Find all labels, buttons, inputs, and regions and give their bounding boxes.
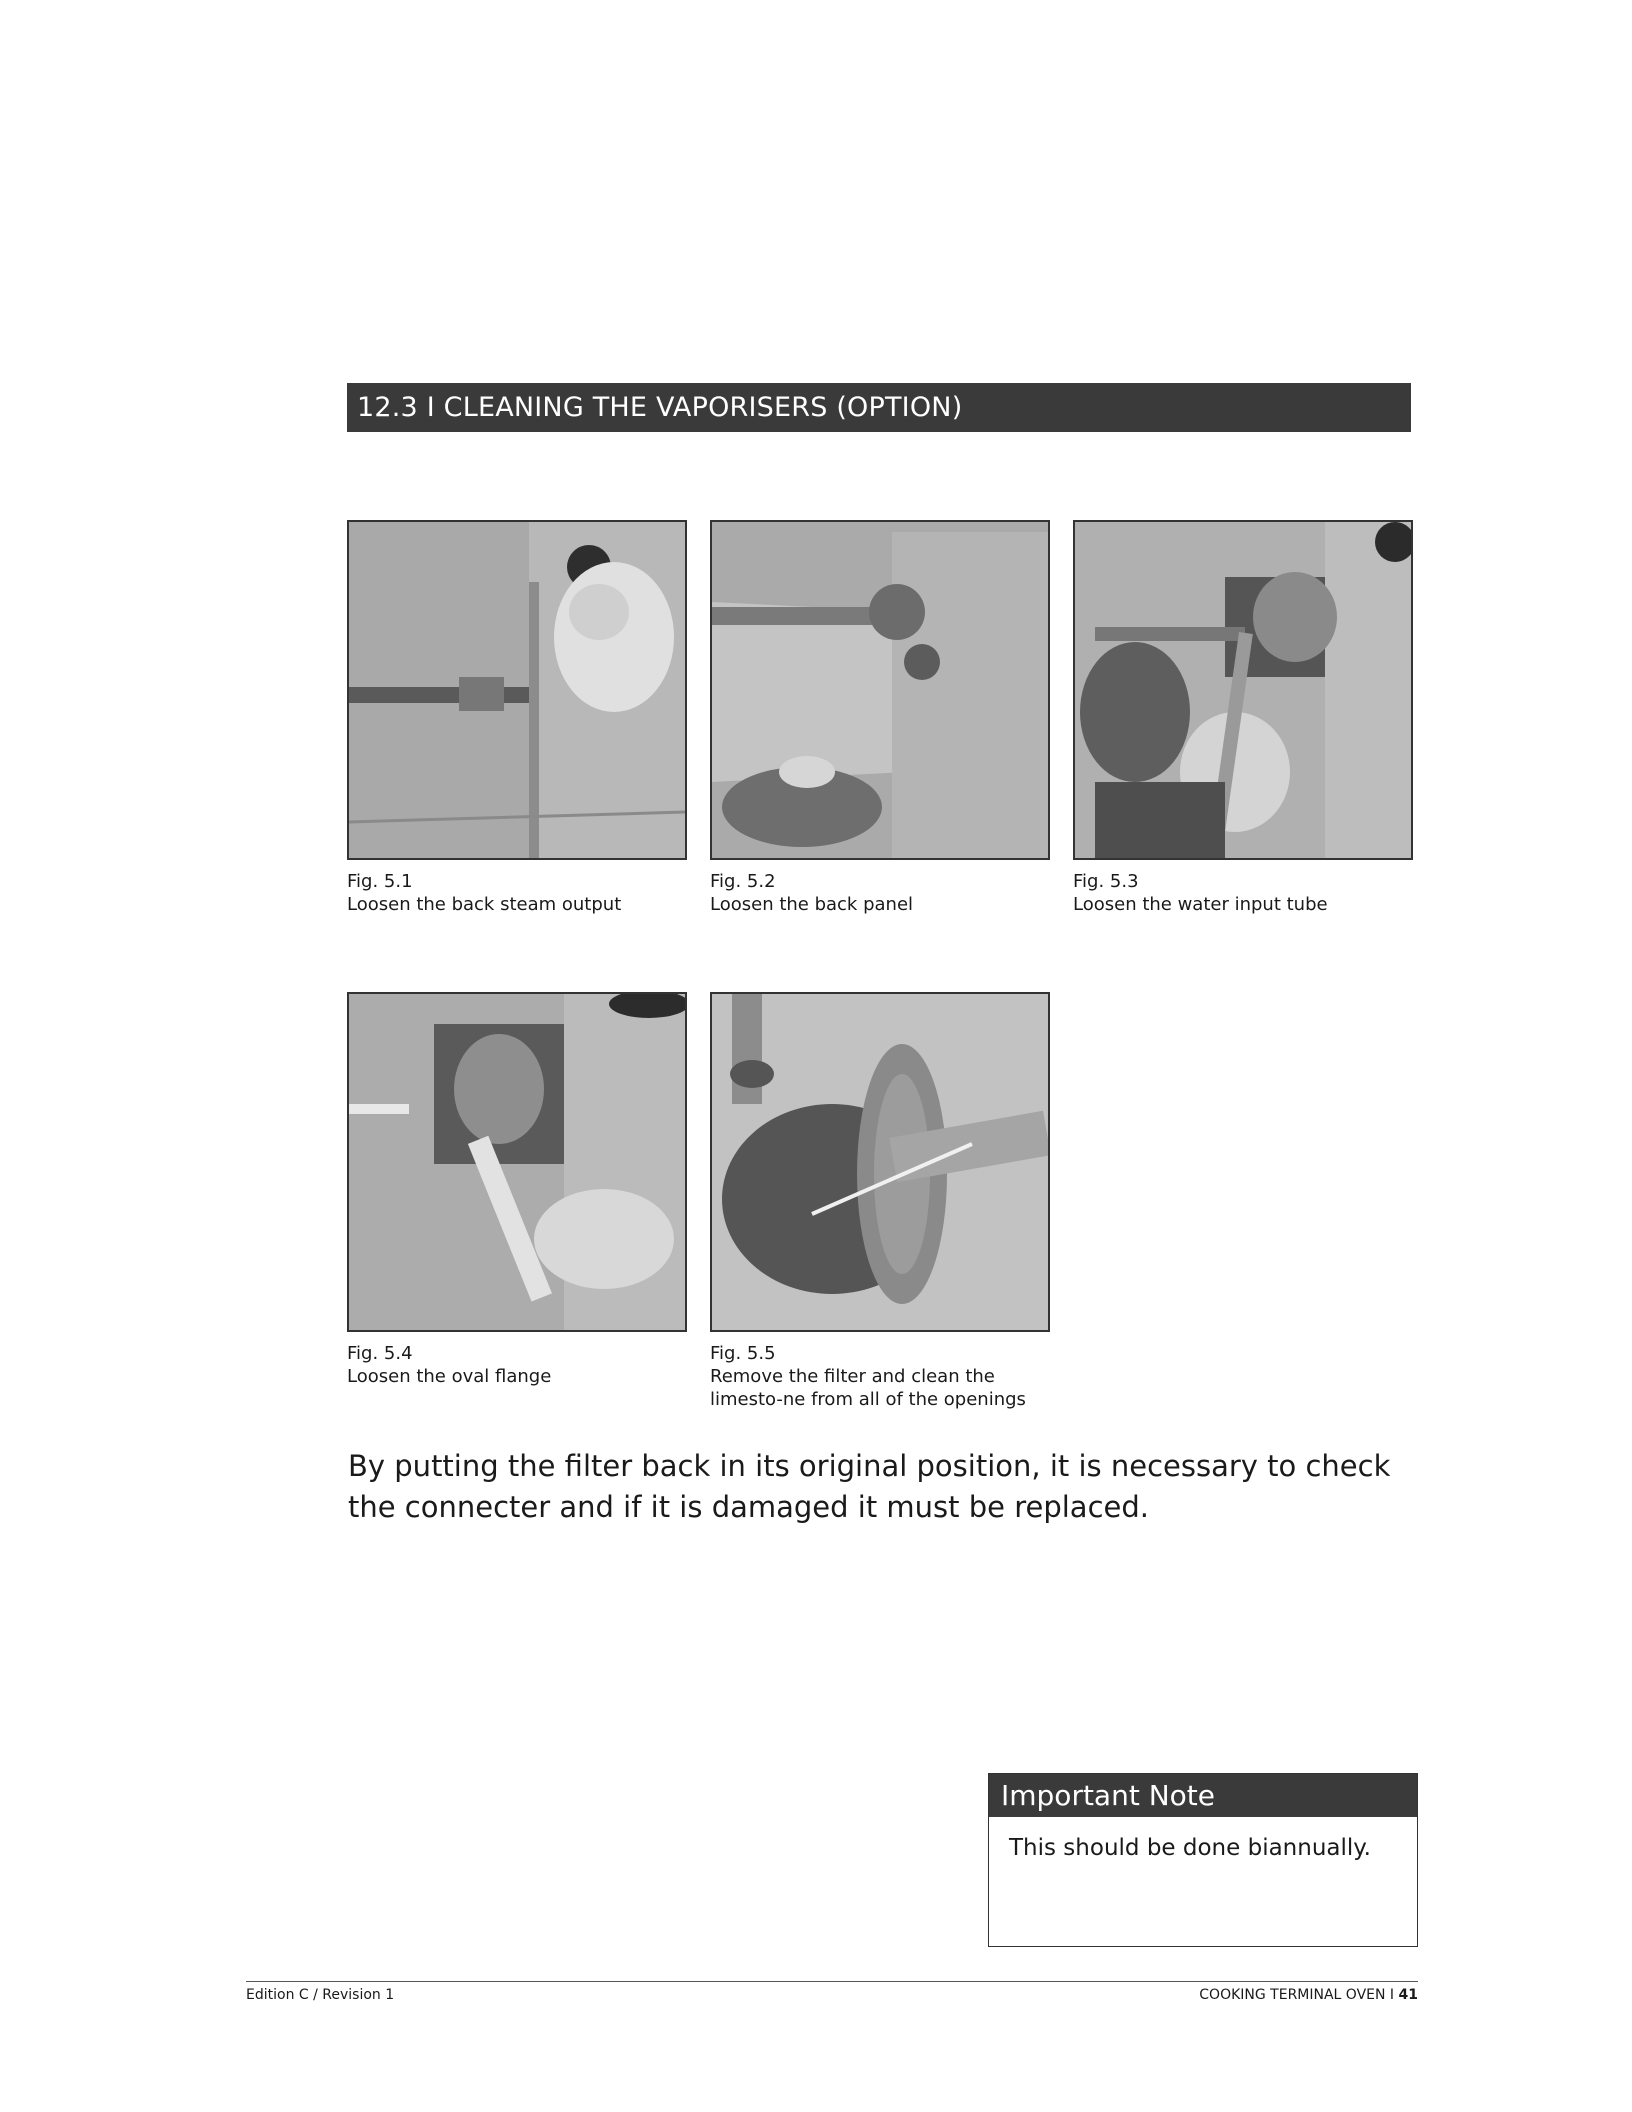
footer-page-label [1199, 1987, 1418, 2003]
figure-number: Fig. 5.1 [347, 871, 413, 892]
footer-edition: Edition C / Revision 1 [246, 1987, 395, 2003]
important-note-box [988, 1773, 1418, 1947]
page-number: 41 [1398, 1987, 1418, 2003]
photo-water-input-tube [1073, 520, 1413, 860]
photo-back-panel [710, 520, 1050, 860]
footer-divider [246, 1981, 1418, 1982]
figure-caption: Loosen the back panel [710, 894, 914, 915]
figure-5-5 [710, 992, 1050, 1411]
figure-caption: Loosen the back steam output [347, 894, 622, 915]
photo-back-steam-output [347, 520, 687, 860]
figure-number: Fig. 5.3 [1073, 871, 1139, 892]
footer-doc-title: COOKING TERMINAL OVEN I [1199, 1987, 1399, 2003]
section-title: 12.3 I CLEANING THE VAPORISERS (OPTION) [347, 383, 1411, 432]
figure-5-1 [347, 520, 687, 916]
figure-caption: Loosen the water input tube [1073, 894, 1328, 915]
figure-number: Fig. 5.4 [347, 1343, 413, 1364]
body-paragraph: By putting the filter back in its original position, it is necessary to check the connecter and if it is damaged it must be replaced. [348, 1449, 1391, 1524]
figure-caption: Loosen the oval flange [347, 1366, 552, 1387]
figure-number: Fig. 5.5 [710, 1343, 776, 1364]
note-text: This should be done biannually. [1009, 1835, 1371, 1861]
figure-caption: Remove the filter and clean the limesto-ne from all of the openings [710, 1366, 1026, 1410]
photo-remove-filter [710, 992, 1050, 1332]
figure-5-4 [347, 992, 687, 1388]
note-title: Important Note [989, 1774, 1417, 1817]
figure-5-3 [1073, 520, 1413, 916]
figure-5-2 [710, 520, 1050, 916]
figure-number: Fig. 5.2 [710, 871, 776, 892]
photo-oval-flange [347, 992, 687, 1332]
